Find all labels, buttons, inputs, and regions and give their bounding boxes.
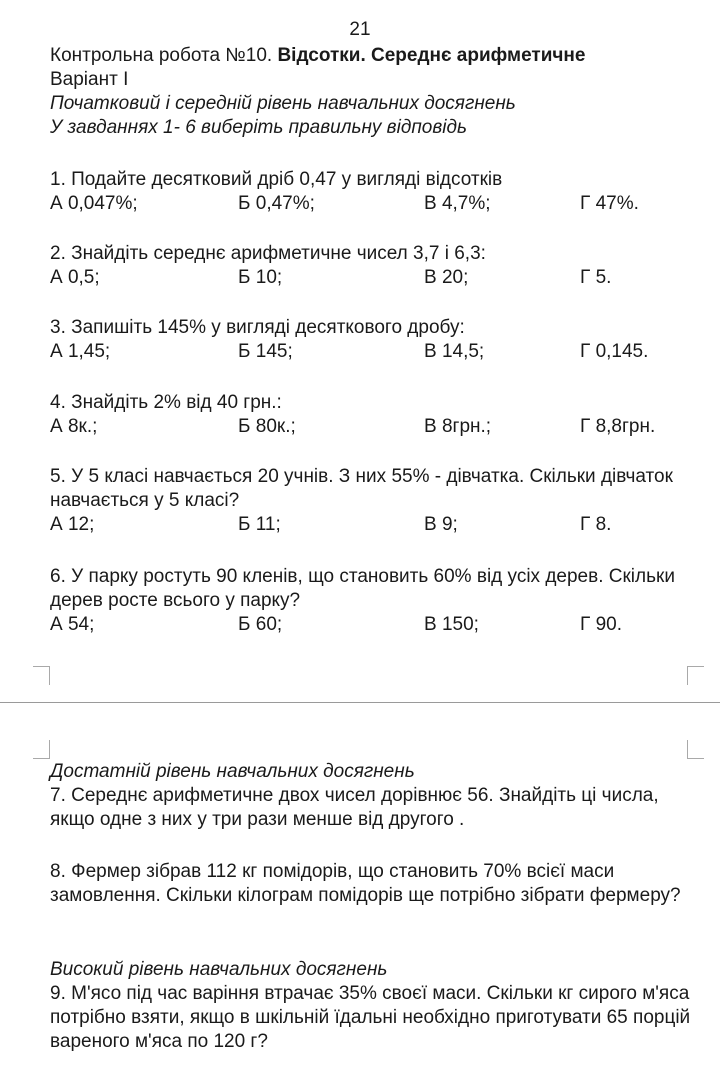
title-prefix: Контрольна робота №10. [50,45,273,66]
question-text: 3. Запишіть 145% у вигляді десяткового дробу: [50,317,465,338]
option-a: А 8к.; [50,416,98,437]
option-a: А 12; [50,514,95,535]
question-2 [50,242,700,290]
variant-label: Варіант І [50,69,129,90]
level-heading-sufficient: Достатній рівень навчальних досягнень [50,761,415,782]
answer-options [50,192,700,216]
option-b: Б 60; [238,614,283,635]
answer-options [50,340,700,364]
page-number: 21 [349,19,371,40]
answer-options [50,513,700,537]
question-text: 6. У парку ростуть 90 кленів, що становить 60% від усіх дерев. Скільки дерев росте всього у парку? [50,566,675,611]
option-v: В 4,7%; [424,193,491,214]
title-topic: Відсотки. Середнє арифметичне [277,45,586,66]
option-g: Г 5. [580,267,612,288]
option-v: В 9; [424,514,458,535]
option-g: Г 8,8грн. [580,416,656,437]
page-break-divider [0,702,720,703]
option-v: В 20; [424,267,469,288]
option-b: Б 145; [238,341,293,362]
option-g: Г 47%. [580,193,639,214]
question-1 [50,168,700,216]
option-b: Б 80к.; [238,416,296,437]
question-8: 8. Фермер зібрав 112 кг помідорів, що становить 70% всієї маси замовлення. Скільки кілограм помідорів ще потрібно зібрати фермеру? [50,861,681,906]
option-a: А 1,45; [50,341,111,362]
page-corner-mark [33,666,50,685]
option-a: А 0,047%; [50,193,138,214]
page-corner-mark [687,666,704,685]
option-a: А 54; [50,614,95,635]
option-v: В 14,5; [424,341,485,362]
option-b: Б 11; [238,514,281,535]
question-9: 9. М'ясо під час варіння втрачає 35% своєї маси. Скільки кг сирого м'яса потрібно взяти, якщо в шкільній їдальні необхідно приготувати 65 порцій вареного м'яса по 120 г? [50,983,691,1052]
question-text: 1. Подайте десятковий дріб 0,47 у вигляді відсотків [50,169,503,190]
worksheet-title [50,44,710,68]
question-text: 4. Знайдіть 2% від 40 грн.: [50,392,282,413]
instruction-text: У завданнях 1- 6 виберіть правильну відповідь [50,117,467,138]
question-text: 5. У 5 класі навчається 20 учнів. З них 55% - дівчатка. Скільки дівчаток навчається у 5 класі? [50,466,673,511]
question-text: 2. Знайдіть середнє арифметичне чисел 3,7 і 6,3: [50,243,486,264]
worksheet-header [50,44,710,140]
question-7: 7. Середнє арифметичне двох чисел дорівнює 56. Знайдіть ці числа, якщо одне з них у три рази менше від другого . [50,785,659,830]
page-corner-mark [33,740,50,759]
question-3 [50,316,700,364]
option-g: Г 90. [580,614,622,635]
option-v: В 8грн.; [424,416,492,437]
option-b: Б 0,47%; [238,193,315,214]
page-corner-mark [687,740,704,759]
question-5 [50,465,700,537]
level-heading-basic: Початковий і середній рівень навчальних досягнень [50,93,516,114]
answer-options [50,415,700,439]
answer-options [50,613,700,637]
level-heading-high: Високий рівень навчальних досягнень [50,959,388,980]
option-a: А 0,5; [50,267,100,288]
question-4 [50,391,700,439]
option-b: Б 10; [238,267,283,288]
question-6 [50,565,700,637]
sufficient-level-section [50,760,700,832]
high-level-section [50,958,700,1054]
option-g: Г 0,145. [580,341,649,362]
option-g: Г 8. [580,514,612,535]
option-v: В 150; [424,614,479,635]
answer-options [50,266,700,290]
